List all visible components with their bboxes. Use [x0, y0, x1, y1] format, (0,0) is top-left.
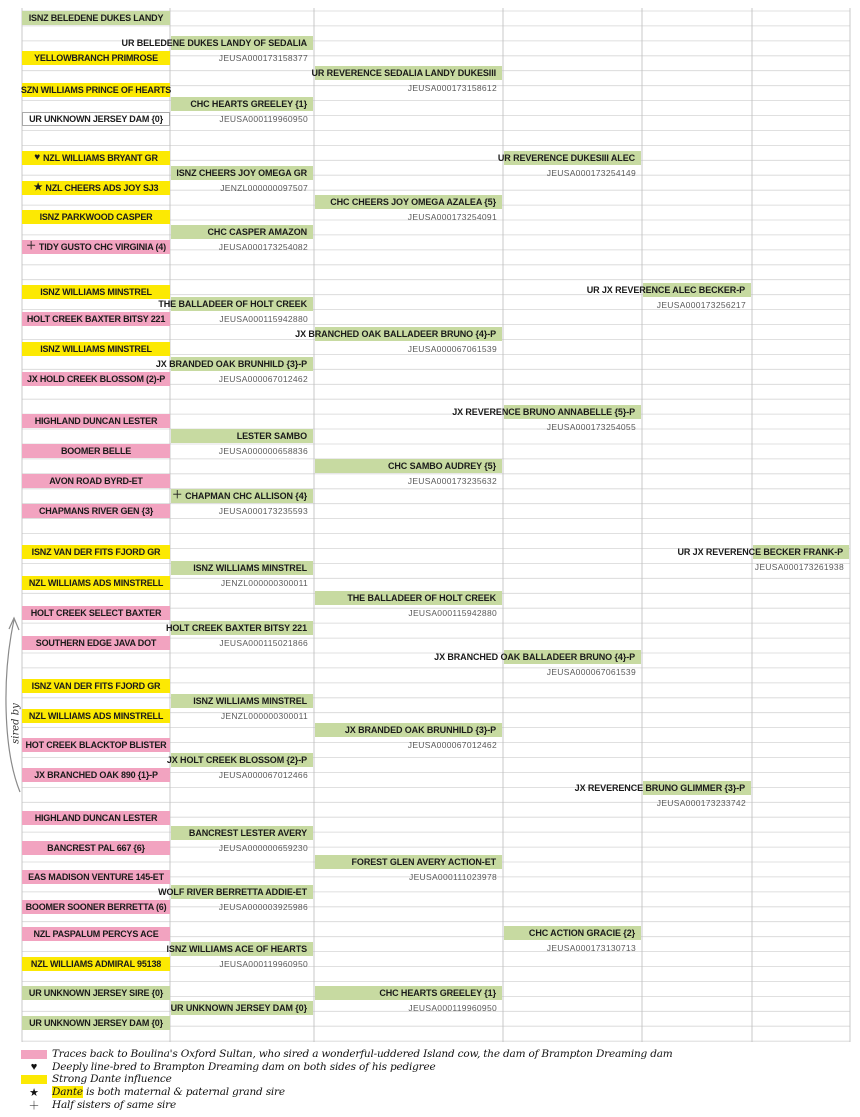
ancestor-box — [171, 225, 313, 239]
registration-number: JEUSA000173158377 — [218, 53, 308, 63]
registration-number: JEUSA000111023978 — [409, 872, 497, 882]
subject-box — [22, 240, 170, 254]
animal-name: UR REVERENCE DUKESIII ALEC — [497, 153, 635, 163]
subject-box — [22, 576, 170, 590]
legend-text: Strong Dante influence — [52, 1073, 172, 1085]
registration-number: JEUSA000119960950 — [219, 959, 308, 969]
subject-box — [22, 11, 170, 25]
ancestor-box — [315, 459, 502, 473]
subject-box — [22, 679, 170, 693]
ancestor-box — [315, 986, 502, 1000]
animal-name: EAS MADISON VENTURE 145-ET — [28, 872, 164, 882]
subject-box — [22, 504, 170, 518]
animal-name: YELLOWBRANCH PRIMROSE — [34, 53, 158, 63]
animal-name: ISNZ WILLIAMS ACE OF HEARTS — [166, 944, 307, 954]
ancestor-box — [171, 166, 313, 180]
registration-number: JEUSA000173254149 — [546, 168, 636, 178]
legend-row — [16, 1048, 673, 1060]
plus-icon: ＋ — [172, 490, 183, 501]
animal-name: SZN WILLIAMS PRINCE OF HEARTS — [20, 85, 172, 95]
animal-name: UR BELEDENE DUKES LANDY OF SEDALIA — [121, 38, 307, 48]
ancestor-box — [295, 327, 502, 341]
registration-number: JEUSA000173254055 — [546, 422, 636, 432]
animal-name: HOT CREEK BLACKTOP BLISTER — [25, 740, 167, 750]
animal-name: TIDY GUSTO CHC VIRGINIA (4) — [38, 242, 166, 252]
ancestor-box — [171, 1001, 313, 1015]
animal-name: JX BRANDED OAK BRUNHILD {3}-P — [155, 359, 307, 369]
subject-box — [22, 738, 170, 752]
animal-name: ISNZ WILLIAMS MINSTREL — [193, 696, 307, 706]
sired-by-label: sired by — [10, 703, 22, 744]
subject-box — [22, 811, 170, 825]
registration-number: JEUSA000173256217 — [656, 300, 746, 310]
ancestor-box — [315, 195, 502, 209]
ancestor-box — [171, 694, 313, 708]
registration-number: JEUSA000173235632 — [407, 476, 497, 486]
animal-name: CHC CASPER AMAZON — [207, 227, 307, 237]
animal-name: SOUTHERN EDGE JAVA DOT — [35, 638, 157, 648]
animal-name: CHC HEARTS GREELEY {1} — [379, 988, 496, 998]
animal-name: BOOMER BELLE — [60, 446, 132, 456]
subject-box — [22, 210, 170, 224]
ancestor-box — [171, 489, 313, 503]
animal-name: BANCREST LESTER AVERY — [188, 828, 307, 838]
legend-row — [16, 1099, 176, 1111]
plus-icon: ＋ — [28, 1100, 40, 1112]
animal-name: CHAPMANS RIVER GEN {3} — [38, 506, 154, 516]
animal-name: ISNZ BELEDENE DUKES LANDY — [28, 13, 164, 23]
animal-name: CHC ACTION GRACIE {2} — [528, 928, 635, 938]
animal-name: JX BRANCHED OAK BALLADEER BRUNO {4}-P — [295, 329, 496, 339]
registration-number: JEUSA000173254091 — [407, 212, 497, 222]
subject-box — [22, 372, 170, 386]
ancestor-box — [158, 297, 313, 311]
animal-name: WOLF RIVER BERRETTA ADDIE-ET — [158, 887, 307, 897]
heart-icon: ♥ — [34, 152, 40, 163]
animal-name: AVON ROAD BYRD-ET — [49, 476, 143, 486]
ancestor-box — [504, 926, 641, 940]
subject-box — [22, 444, 170, 458]
legend-text: Dante is both maternal & paternal grand sire — [52, 1086, 285, 1098]
ancestor-box — [315, 723, 502, 737]
ancestor-box — [155, 357, 313, 371]
animal-name: CHC HEARTS GREELEY {1} — [190, 99, 307, 109]
subject-box — [22, 474, 170, 488]
ancestor-box — [166, 942, 313, 956]
legend-text: Traces back to Boulina's Oxford Sultan, who sired a wonderful-uddered Island cow, the dam of Brampton Dreaming dam — [52, 1048, 673, 1060]
animal-name: THE BALLADEER OF HOLT CREEK — [347, 593, 496, 603]
subject-box — [22, 414, 170, 428]
registration-number: JEUSA000173158612 — [407, 83, 497, 93]
animal-name: HOLT CREEK SELECT BAXTER — [30, 608, 162, 618]
registration-number: JEUSA000173254082 — [218, 242, 308, 252]
animal-name: JX REVERENCE BRUNO GLIMMER {3}-P — [574, 783, 745, 793]
registration-number: JEUSA000173261938 — [754, 562, 844, 572]
animal-name: JX REVERENCE BRUNO ANNABELLE {5}-P — [452, 407, 635, 417]
legend-row — [16, 1086, 285, 1098]
registration-number: JENZL000000097507 — [220, 183, 308, 193]
ancestor-box — [171, 826, 313, 840]
subject-box — [22, 151, 170, 165]
animal-name: HOLT CREEK BAXTER BITSY 221 — [26, 314, 166, 324]
subject-box — [22, 709, 170, 723]
registration-number: JEUSA000115942880 — [408, 608, 497, 618]
ancestor-box — [121, 36, 313, 50]
legend-text: Half sisters of same sire — [52, 1099, 176, 1111]
ancestor-box — [315, 591, 502, 605]
animal-name: LESTER SAMBO — [236, 431, 307, 441]
subject-box — [22, 1016, 170, 1030]
registration-number: JEUSA000003925986 — [218, 902, 308, 912]
subject-box — [22, 957, 170, 971]
subject-box — [22, 545, 170, 559]
ancestor-box — [677, 545, 849, 559]
subject-box — [22, 606, 170, 620]
animal-name: UR JX REVERENCE ALEC BECKER-P — [586, 285, 745, 295]
registration-number: JEUSA000119960950 — [219, 114, 308, 124]
heart-icon: ♥ — [30, 1061, 38, 1073]
animal-name: NZL WILLIAMS ADS MINSTRELL — [28, 578, 164, 588]
registration-number: JEUSA000067061539 — [546, 667, 636, 677]
ancestor-box — [171, 429, 313, 443]
registration-number: JEUSA000173130713 — [546, 943, 636, 953]
animal-name: JX HOLT CREEK BLOSSOM {2}-P — [166, 755, 307, 765]
registration-number: JENZL000000300011 — [220, 578, 308, 588]
animal-name: ISNZ VAN DER FITS FJORD GR — [31, 681, 161, 691]
registration-number: JENZL000000300011 — [220, 711, 308, 721]
subject-box — [22, 112, 170, 126]
animal-name: ISNZ VAN DER FITS FJORD GR — [31, 547, 161, 557]
animal-name: NZL WILLIAMS ADMIRAL 95138 — [30, 959, 162, 969]
highlighted-word: Dante — [52, 1086, 83, 1098]
ancestor-box — [497, 151, 641, 165]
subject-box — [22, 83, 170, 97]
animal-name: BANCREST PAL 667 {6} — [47, 843, 145, 853]
star-icon: ★ — [33, 182, 43, 193]
registration-number: JEUSA000067012462 — [407, 740, 497, 750]
animal-name: NZL WILLIAMS ADS MINSTRELL — [28, 711, 164, 721]
legend-row — [16, 1061, 436, 1073]
animal-name: FOREST GLEN AVERY ACTION-ET — [351, 857, 496, 867]
animal-name: ISNZ PARKWOOD CASPER — [39, 212, 153, 222]
animal-name: BOOMER SOONER BERRETTA (6) — [25, 902, 167, 912]
registration-number: JEUSA000115942880 — [219, 314, 308, 324]
animal-name: JX BRANDED OAK BRUNHILD {3}-P — [344, 725, 496, 735]
subject-box — [22, 870, 170, 884]
animal-name: UR UNKNOWN JERSEY DAM {0} — [29, 1018, 163, 1028]
animal-name: ISNZ CHEERS JOY OMEGA GR — [176, 168, 307, 178]
animal-name: NZL CHEERS ADS JOY SJ3 — [45, 183, 159, 193]
animal-name: HIGHLAND DUNCAN LESTER — [34, 416, 158, 426]
animal-name: NZL PASPALUM PERCYS ACE — [33, 929, 159, 939]
registration-number: JEUSA000000658836 — [218, 446, 308, 456]
ancestor-box — [171, 97, 313, 111]
subject-box — [22, 636, 170, 650]
yellow-swatch — [21, 1075, 47, 1084]
ancestor-box — [452, 405, 641, 419]
ancestor-box — [171, 561, 313, 575]
animal-name: JX BRANCHED OAK BALLADEER BRUNO {4}-P — [434, 652, 635, 662]
subject-box — [22, 342, 170, 356]
subject-box — [22, 927, 170, 941]
legend-row — [16, 1073, 172, 1085]
subject-box — [22, 312, 170, 326]
subject-box — [22, 841, 170, 855]
animal-name: CHC SAMBO AUDREY {5} — [387, 461, 496, 471]
animal-name: ISNZ WILLIAMS MINSTREL — [40, 344, 152, 354]
subject-box — [22, 181, 170, 195]
ancestor-box — [166, 621, 313, 635]
animal-name: THE BALLADEER OF HOLT CREEK — [158, 299, 307, 309]
yellow-swatch-cell — [16, 1075, 52, 1084]
subject-box — [22, 768, 170, 782]
legend-text: Deeply line-bred to Brampton Dreaming dam on both sides of his pedigree — [52, 1061, 436, 1073]
animal-name: UR UNKNOWN JERSEY DAM {0} — [170, 1003, 307, 1013]
animal-name: JX HOLD CREEK BLOSSOM (2)-P — [26, 374, 166, 384]
animal-name: UR JX REVERENCE BECKER FRANK-P — [677, 547, 843, 557]
subject-box — [22, 900, 170, 914]
star-icon: ★ — [29, 1086, 39, 1099]
registration-number: JEUSA000173235593 — [218, 506, 308, 516]
registration-number: JEUSA000000659230 — [218, 843, 308, 853]
animal-name: UR REVERENCE SEDALIA LANDY DUKESIII — [311, 68, 496, 78]
ancestor-box — [311, 66, 502, 80]
animal-name: ISNZ WILLIAMS MINSTREL — [40, 287, 152, 297]
animal-name: HOLT CREEK BAXTER BITSY 221 — [166, 623, 307, 633]
subject-box — [22, 986, 170, 1000]
subject-box — [22, 285, 170, 299]
registration-number: JEUSA000067012462 — [218, 374, 308, 384]
ancestor-box — [315, 855, 502, 869]
animal-name: CHAPMAN CHC ALLISON {4} — [185, 491, 307, 501]
pink-swatch — [21, 1050, 47, 1059]
animal-name: CHC CHEERS JOY OMEGA AZALEA {5} — [330, 197, 496, 207]
registration-number: JEUSA000119960950 — [408, 1003, 497, 1013]
animal-name: HIGHLAND DUNCAN LESTER — [34, 813, 158, 823]
registration-number: JEUSA000067012466 — [218, 770, 308, 780]
animal-name: NZL WILLIAMS BRYANT GR — [42, 153, 158, 163]
registration-number: JEUSA000067061539 — [407, 344, 497, 354]
ancestor-box — [166, 753, 313, 767]
pink-swatch-cell — [16, 1050, 52, 1059]
plus-icon: ＋ — [26, 241, 36, 252]
animal-name: JX BRANCHED OAK 890 {1}-P — [34, 770, 158, 780]
animal-name: UR UNKNOWN JERSEY SIRE {0} — [28, 988, 164, 998]
ancestor-box — [158, 885, 313, 899]
ancestor-box — [434, 650, 641, 664]
ancestor-box — [574, 781, 751, 795]
registration-number: JEUSA000173233742 — [656, 798, 746, 808]
animal-name: ISNZ WILLIAMS MINSTREL — [193, 563, 307, 573]
ancestor-box — [586, 283, 751, 297]
animal-name: UR UNKNOWN JERSEY DAM {0} — [29, 114, 163, 124]
registration-number: JEUSA000115021866 — [219, 638, 308, 648]
subject-box — [22, 51, 170, 65]
